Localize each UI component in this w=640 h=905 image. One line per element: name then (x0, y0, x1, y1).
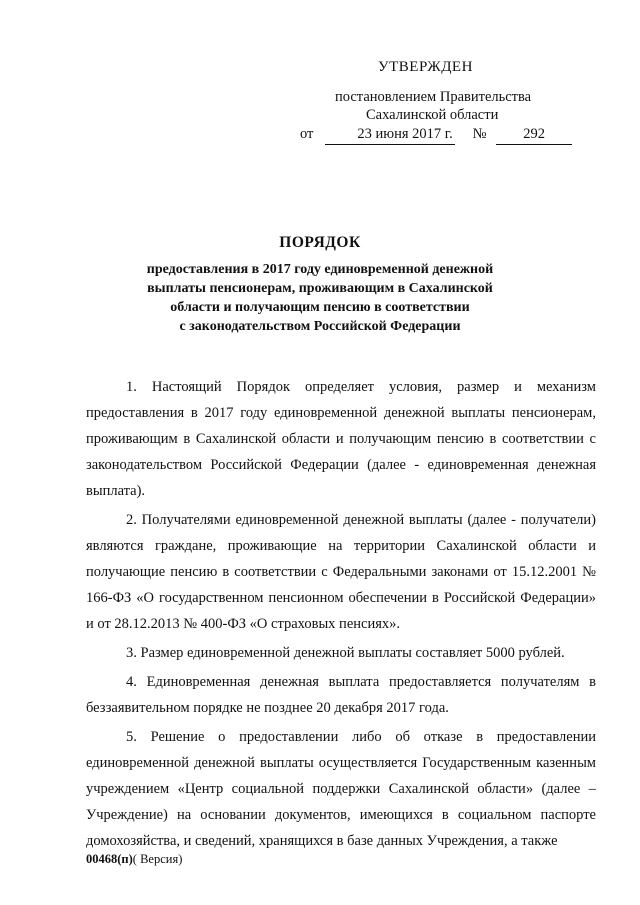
paragraph-1: 1. Настоящий Порядок определяет условия, размер и механизм предоставления в 2017 году единовременной денежной выплаты пенсионерам, проживающим в Сахалинской области и получающим пенсию в соответствии с законодательством Российской Федерации (далее - единовременная денежная выплата). (86, 379, 596, 499)
approval-line-2: Сахалинской области (366, 107, 499, 123)
subtitle-line: предоставления в 2017 году единовременной денежной (146, 262, 494, 277)
document-version: ( Версия) (132, 852, 183, 866)
document-body (86, 374, 596, 857)
paragraph-3: 3. Размер единовременной денежной выплаты составляет 5000 рублей. (126, 645, 565, 661)
date-prefix: от (300, 126, 314, 142)
approval-number: 292 (496, 125, 572, 145)
subtitle-line: области и получающим пенсию в соответствии (170, 300, 470, 315)
subtitle-line: выплаты пенсионерам, проживающим в Сахалинской (147, 281, 493, 296)
number-prefix: № (472, 126, 487, 142)
paragraph-4: 4. Единовременная денежная выплата предоставляется получателям в беззаявительном порядке не позднее 20 декабря 2017 года. (86, 674, 596, 716)
subtitle-line: с законодательством Российской Федерации (179, 319, 461, 334)
paragraph-5: 5. Решение о предоставлении либо об отказе в предоставлении единовременной денежной выплаты осуществляется Государственным казенным учреждением «Центр социальной поддержки Сахалинской области» (далее – Учреждение) на основании документов, имеющихся в социальном паспорте домохозяйства, и сведений, хранящихся в базе данных Учреждения, а также (86, 729, 596, 849)
document-code: 00468(п) (86, 852, 133, 866)
document-subtitle (110, 260, 530, 336)
approval-date: 23 июня 2017 г. (325, 125, 455, 145)
document-footer (86, 852, 182, 867)
approval-line-1: постановлением Правительства (335, 89, 532, 105)
approval-date-line (300, 125, 572, 145)
approval-stamp: УТВЕРЖДЕН (378, 59, 473, 75)
document-title: ПОРЯДОК (279, 234, 361, 251)
paragraph-2: 2. Получателями единовременной денежной выплаты (далее - получатели) являются граждане, проживающие на территории Сахалинской области и получающие пенсию в соответствии с Федеральными законами от 15.12.2001 № 166-ФЗ «О государственном пенсионном обеспечении в Российской Федерации» и от 28.12.2013 № 400-ФЗ «О страховых пенсиях». (86, 512, 596, 632)
